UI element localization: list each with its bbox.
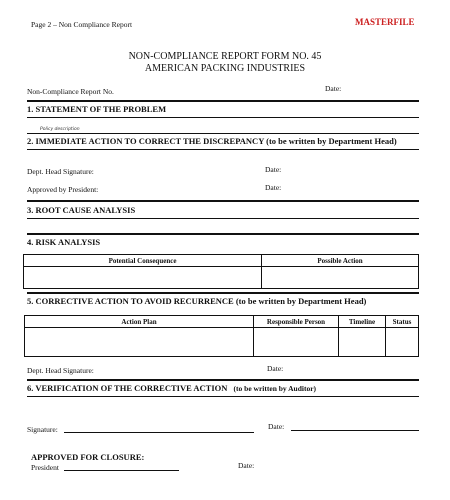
column-header: Responsible Person — [254, 316, 339, 328]
section-6-note: (to be written by Auditor) — [233, 384, 317, 393]
form-title: NON-COMPLIANCE REPORT FORM NO. 45 — [128, 51, 322, 62]
divider — [27, 379, 419, 381]
closure-title: APPROVED FOR CLOSURE: — [31, 452, 145, 462]
table-cell[interactable] — [262, 267, 419, 289]
president-signature-line — [64, 470, 179, 471]
section-6-heading: 6. VERIFICATION OF THE CORRECTIVE ACTION — [27, 383, 228, 393]
corrective-action-table — [24, 315, 419, 357]
table-header-row — [25, 316, 419, 328]
signature-line — [64, 432, 254, 433]
divider — [27, 218, 419, 219]
dept-head-signature-label: Dept. Head Signature: — [27, 366, 94, 375]
table-cell[interactable] — [25, 328, 254, 357]
section-4-title: 4. RISK ANALYSIS — [27, 237, 101, 247]
divider — [27, 292, 419, 294]
table-row — [25, 328, 419, 357]
column-header: Potential Consequence — [24, 255, 262, 267]
divider — [27, 117, 419, 118]
section-5-title: 5. CORRECTIVE ACTION TO AVOID RECURRENCE (to be written by Department Head) — [27, 296, 367, 306]
column-header: Action Plan — [25, 316, 254, 328]
section-6-title — [27, 383, 316, 393]
risk-analysis-table — [23, 254, 419, 289]
table-header-row — [24, 255, 419, 267]
table-cell[interactable] — [386, 328, 419, 357]
closure-date-label: Date: — [238, 461, 255, 470]
table-row — [24, 267, 419, 289]
president-approval-label: Approved by President: — [27, 185, 99, 194]
date-label: Date: — [265, 165, 282, 174]
masterfile-stamp: MASTERFILE — [355, 17, 415, 27]
section-1-title: 1. STATEMENT OF THE PROBLEM — [27, 104, 167, 114]
column-header: Possible Action — [262, 255, 419, 267]
date-label: Date: — [265, 183, 282, 192]
divider — [27, 396, 419, 397]
page-label: Page 2 – Non Compliance Report — [31, 20, 133, 29]
divider — [27, 149, 419, 150]
divider — [27, 233, 419, 235]
company-name: AMERICAN PACKING INDUSTRIES — [144, 63, 306, 74]
signature-label: Signature: — [27, 425, 58, 434]
table-cell[interactable] — [254, 328, 339, 357]
president-label: President — [31, 463, 59, 472]
divider — [27, 133, 419, 134]
date-label: Date: — [268, 422, 285, 431]
divider — [27, 100, 419, 102]
table-cell[interactable] — [24, 267, 262, 289]
section-2-title: 2. IMMEDIATE ACTION TO CORRECT THE DISCREPANCY (to be written by Department Head) — [27, 136, 397, 146]
report-no-label: Non-Compliance Report No. — [27, 87, 114, 96]
date-line — [291, 430, 419, 431]
date-label: Date: — [267, 364, 284, 373]
column-header: Status — [386, 316, 419, 328]
dept-head-signature-label: Dept. Head Signature: — [27, 167, 94, 176]
table-cell[interactable] — [339, 328, 386, 357]
column-header: Timeline — [339, 316, 386, 328]
report-date-label: Date: — [325, 84, 342, 93]
section-3-title: 3. ROOT CAUSE ANALYSIS — [27, 205, 136, 215]
handwritten-note: Policy description — [40, 127, 80, 132]
divider — [27, 200, 419, 202]
